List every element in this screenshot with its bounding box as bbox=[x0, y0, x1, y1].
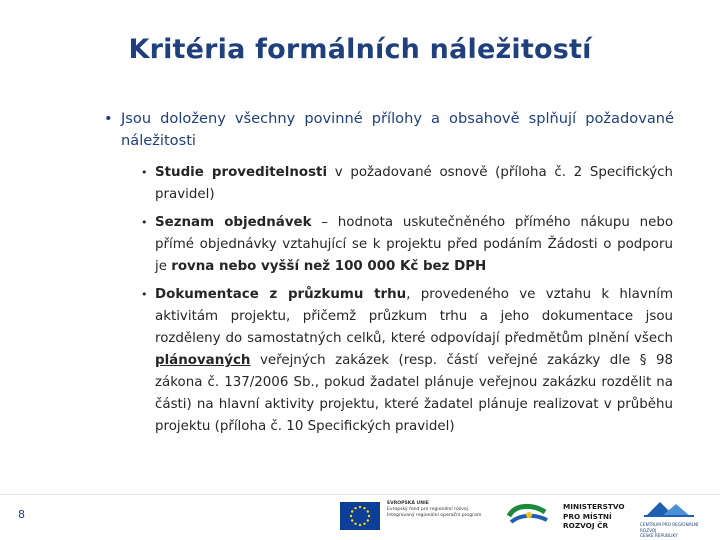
bullet-icon: • bbox=[141, 288, 148, 301]
sub-bullet-1-text bbox=[155, 162, 673, 206]
main-bullet bbox=[104, 108, 674, 152]
slide-title: Kritéria formálních náležitostí bbox=[128, 34, 592, 65]
bullet-icon: • bbox=[141, 216, 148, 229]
sub-bullet-3-rest-b: veřejných zakázek (resp. částí veřejné zakázky dle § 98 zákona č. 137/2006 Sb., pokud žadatel plánuje veřejnou zakázku rozdělit na části) na hlavní aktivity projektu, které žadatel plánuje realizovat v průběhu projektu (příloha č. 10 Specifických pravidel) bbox=[155, 353, 673, 434]
sub-bullet-2 bbox=[141, 212, 673, 278]
sub-bullet-3-rest-a: , provedeného ve vztahu k hlavním aktivitám projektu, přičemž průzkum trhu a jeho dokumentace jsou rozděleny do samostatných celků, které odpovídají předmětům plnění všech bbox=[155, 287, 674, 346]
eu-text-line: Integrovaný regionální operační program bbox=[387, 513, 482, 519]
sub-bullet-1 bbox=[141, 162, 673, 206]
eu-text-line: EVROPSKÁ UNIE bbox=[387, 501, 429, 506]
sub-bullet-3-text bbox=[155, 284, 673, 438]
sub-bullet-1-bold: Studie proveditelnosti bbox=[155, 165, 328, 180]
eu-flag-logo bbox=[340, 502, 380, 530]
footer-divider bbox=[0, 494, 720, 495]
sub-bullet-2-text bbox=[155, 212, 673, 278]
ministry-logo-text bbox=[563, 502, 631, 531]
bullet-icon: • bbox=[141, 166, 148, 179]
crr-text-line: ČESKÉ REPUBLIKY bbox=[640, 533, 678, 538]
page-number: 8 bbox=[18, 508, 25, 521]
ministry-text-line: ROZVOJ ČR bbox=[563, 521, 609, 530]
ministry-text-line: MINISTERSTVO bbox=[563, 502, 625, 511]
main-bullet-text: Jsou doloženy všechny povinné přílohy a obsahově splňují požadované náležitosti bbox=[121, 110, 674, 149]
irop-swoosh-logo bbox=[507, 502, 549, 528]
sub-bullet-2-bold-amount: rovna nebo vyšší než 100 000 Kč bez DPH bbox=[171, 259, 487, 274]
crr-logo-text bbox=[640, 522, 704, 539]
sub-bullet-1-rest: v požadované osnově (příloha č. 2 Specifických pravidel) bbox=[155, 165, 674, 202]
ministry-text-line: PRO MÍSTNÍ bbox=[563, 511, 612, 521]
eu-logo-text bbox=[387, 501, 495, 520]
sub-bullet-2-bold: Seznam objednávek bbox=[155, 215, 312, 230]
eu-text-line: Evropský fond pro regionální rozvoj bbox=[387, 507, 468, 513]
sub-bullet-2-rest: – hodnota uskutečněného přímého nákupu nebo přímé objednávky vztahující se k projektu před podáním Žádosti o podporu je bbox=[155, 215, 674, 274]
bullet-icon: • bbox=[104, 110, 113, 127]
crr-text-line: CENTRUM PRO REGIONÁLNÍ ROZVOJ bbox=[640, 522, 699, 533]
sub-bullet-3-underlined: plánovaných bbox=[155, 353, 251, 368]
crr-logo-mark bbox=[640, 500, 704, 518]
sub-bullet-3-bold: Dokumentace z průzkumu trhu bbox=[155, 287, 407, 302]
sub-bullet-3 bbox=[141, 284, 673, 438]
crr-logo bbox=[640, 500, 704, 538]
